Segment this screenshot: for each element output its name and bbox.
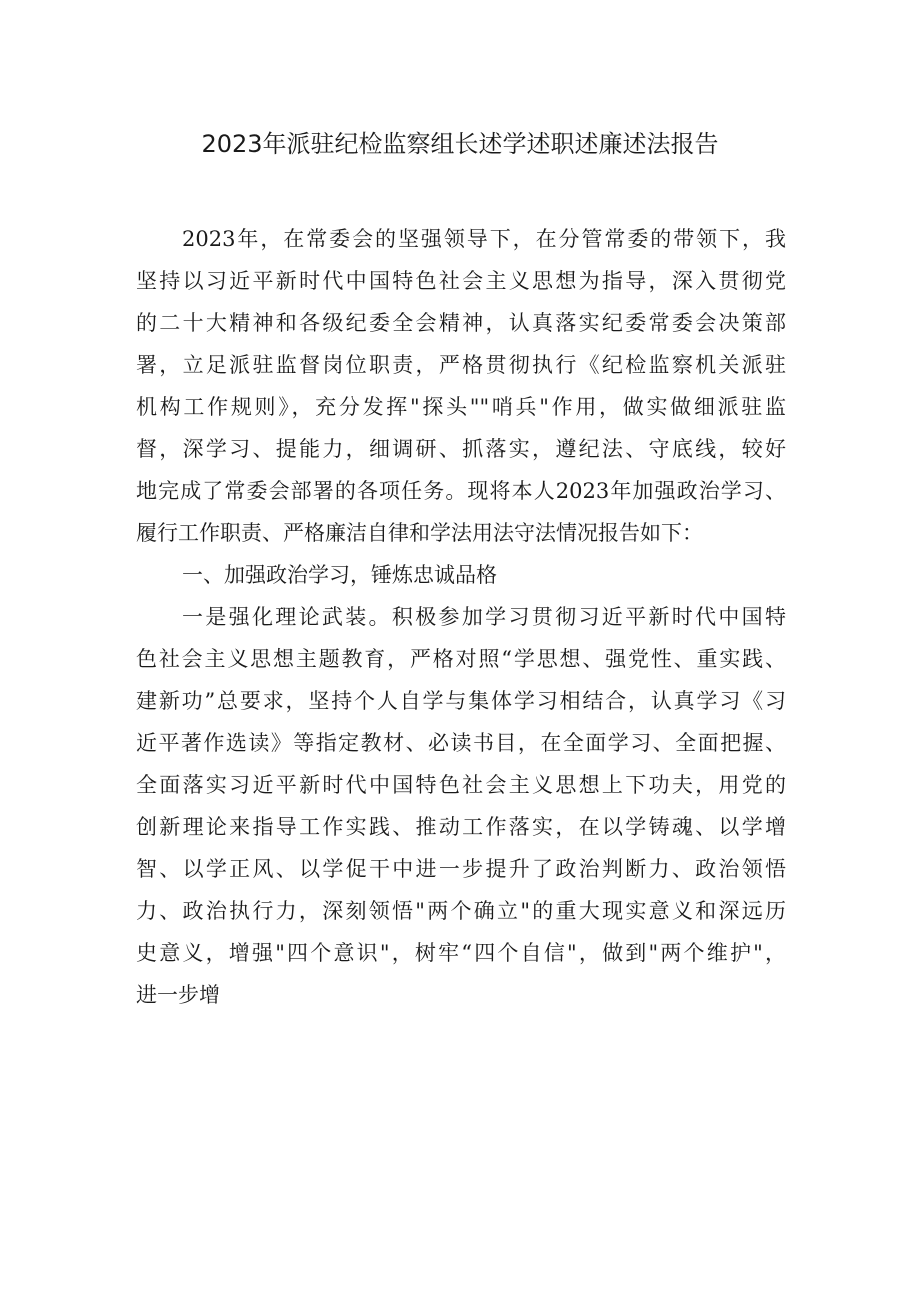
paragraph-line: 的二十大精神和各级纪委全会精神，认真落实纪委常委会决策部 xyxy=(136,311,786,335)
paragraph-line: 督，深学习、提能力，细调研、抓落实，遵纪法、守底线，较好 xyxy=(136,437,786,461)
paragraph-line: 力、政治执行力，深刻领悟"两个确立"的重大现实意义和深远历 xyxy=(136,899,786,923)
paragraph-line: 署，立足派驻监督岗位职责，严格贯彻执行《纪检监察机关派驻 xyxy=(136,353,786,377)
paragraph-line: 2023年，在常委会的坚强领导下，在分管常委的带领下，我 xyxy=(182,227,786,251)
document-title: 2023年派驻纪检监察组长述学述职述廉述法报告 xyxy=(201,130,719,158)
paragraph-line: 建新功”总要求，坚持个人自学与集体学习相结合，认真学习《习 xyxy=(136,689,786,713)
paragraph-line: 全面落实习近平新时代中国特色社会主义思想上下功夫，用党的 xyxy=(136,773,786,797)
paragraph-line: 智、以学正风、以学促干中进一步提升了政治判断力、政治领悟 xyxy=(136,857,786,881)
paragraph-line: 进一步增 xyxy=(136,983,220,1007)
section-heading: 一、加强政治学习，锤炼忠诚品格 xyxy=(182,563,497,587)
paragraph-line: 色社会主义思想主题教育，严格对照“学思想、强党性、重实践、 xyxy=(136,647,786,671)
paragraph-line: 机构工作规则》，充分发挥"探头""哨兵"作用，做实做细派驻监 xyxy=(136,395,786,419)
document-body xyxy=(136,218,786,1016)
paragraph-line: 一是强化理论武装。积极参加学习贯彻习近平新时代中国特 xyxy=(182,605,786,629)
paragraph-line: 创新理论来指导工作实践、推动工作落实，在以学铸魂、以学增 xyxy=(136,815,786,839)
paragraph-line: 地完成了常委会部署的各项任务。现将本人2023年加强政治学习、 xyxy=(136,479,786,503)
paragraph-line: 坚持以习近平新时代中国特色社会主义思想为指导，深入贯彻党 xyxy=(136,269,786,293)
paragraph-line: 履行工作职责、严格廉洁自律和学法用法守法情况报告如下： xyxy=(136,521,703,545)
paragraph-line: 近平著作选读》等指定教材、必读书目，在全面学习、全面把握、 xyxy=(136,731,786,755)
paragraph-line: 史意义，增强"四个意识"，树牢“四个自信"，做到"两个维护"， xyxy=(136,941,786,965)
